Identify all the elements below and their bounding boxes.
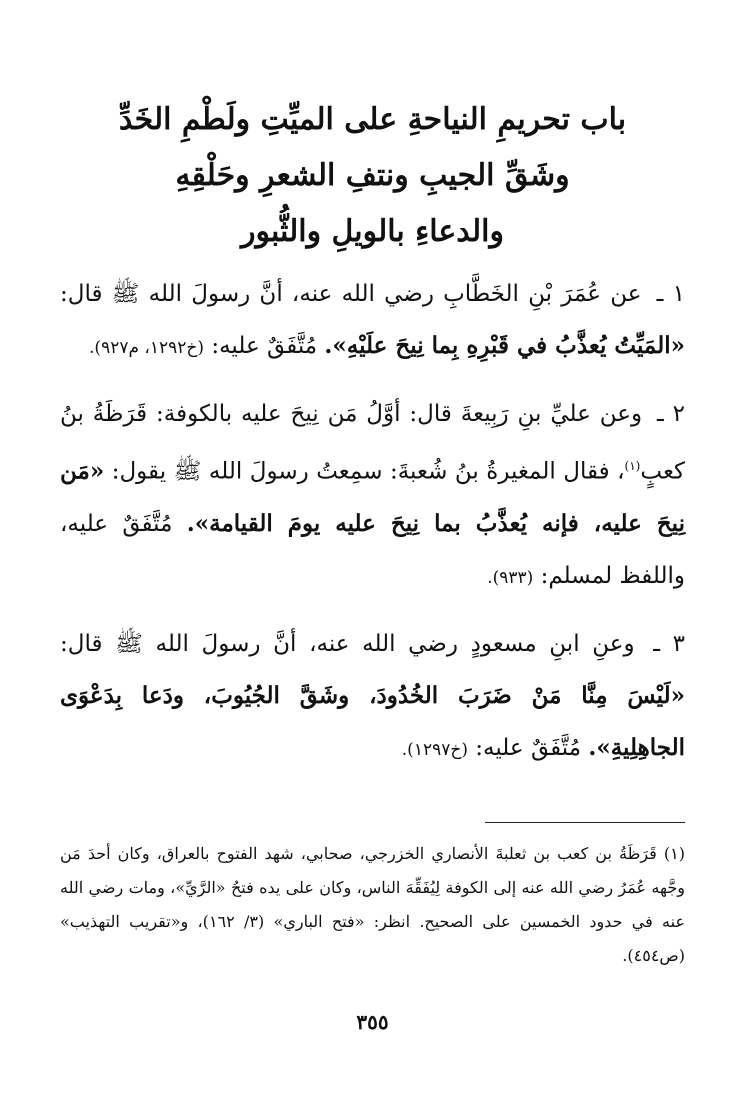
footnote-divider [485, 822, 685, 823]
hadith-intro: وعن عليِّ بنِ رَبِيعةَ قال: أوَّلُ مَن نِيحَ عليه بالكوفة: قَرَظَةُ بنُ كعبٍ [60, 401, 685, 485]
footnote-marker[interactable]: (١) [624, 459, 641, 473]
page-number: ٣٥٥ [356, 1010, 389, 1034]
hadith-1 [60, 268, 685, 374]
hadith-text: «مَن نِيحَ عليه، فإنه يُعذَّبُ بما نِيحَ عليه يومَ القيامة». [60, 457, 686, 537]
hadith-text: «المَيِّتُ يُعذَّبُ في قَبْرِهِ بِما نِيحَ علَيْهِ». [324, 332, 685, 359]
chapter-title-line-2: وشَقِّ الجيبِ ونتفِ الشعرِ وحَلْقِهِ [175, 158, 570, 193]
hadith-grade: مُتَّفَقٌ عليه: [475, 734, 582, 761]
hadith-reference: (٩٣٣). [487, 567, 534, 588]
chapter-title-line-3: والدعاءِ بالويلِ والثُّبور [241, 214, 504, 249]
chapter-title [60, 92, 685, 260]
hadith-intro: عن عُمَرَ بْنِ الخَطَّابِ رضي الله عنه، أنَّ رسولَ الله ﷺ قال: [60, 281, 642, 307]
hadith-reference: (خ١٢٩٢، م٩٢٧). [89, 338, 205, 358]
hadith-intro-continued: ، فقال المغيرةُ بنُ شُعبةَ: سمِعتُ رسولَ الله ﷺ يقول: [111, 458, 625, 485]
chapter-title-line-1: باب تحريمِ النياحةِ على الميِّتِ ولَطْمِ الخَدِّ [118, 102, 627, 137]
hadith-number: ٢ ـ [657, 401, 685, 427]
hadith-grade: مُتَّفَقٌ عليه، واللفظ لمسلم: [60, 510, 685, 589]
hadith-text: «لَيْسَ مِنَّا مَنْ ضَرَبَ الخُدُودَ، وشَقَّ الجُيُوبَ، ودَعا بِدَعْوَى الجاهِلِيةِ». [60, 681, 685, 761]
hadith-reference: (خ١٢٩٧). [401, 739, 468, 760]
footnote: (١) قَرَظَةُ بن كعب بن ثعلبةَ الأنصاري الخزرجي، صحابي، شهد الفتوح بالعراق، وكان أحدَ مَن وجَّهه عُمَرُ رضي الله عنه إلى الكوفة لِيُفَقِّهَ الناس، وكان على يده فتحُ «الرَّيِّ»، ومات رضي الله عنه في حدود الخمسين على الصحيح. انظر: «فتح الباري» (٣/ ١٦٢)، و«تقريب التهذيب» (ص٤٥٤). [60, 844, 685, 965]
book-page [60, 92, 685, 1082]
hadith-number: ٣ ـ [653, 630, 685, 657]
hadith-intro: وعنِ ابنِ مسعودٍ رضي الله عنه، أنَّ رسولَ الله ﷺ قال: [60, 630, 635, 657]
hadith-grade: مُتَّفَقٌ عليه: [211, 333, 318, 359]
hadith-3 [60, 618, 685, 776]
hadith-number: ١ ـ [656, 281, 685, 307]
hadith-2 [60, 388, 685, 604]
